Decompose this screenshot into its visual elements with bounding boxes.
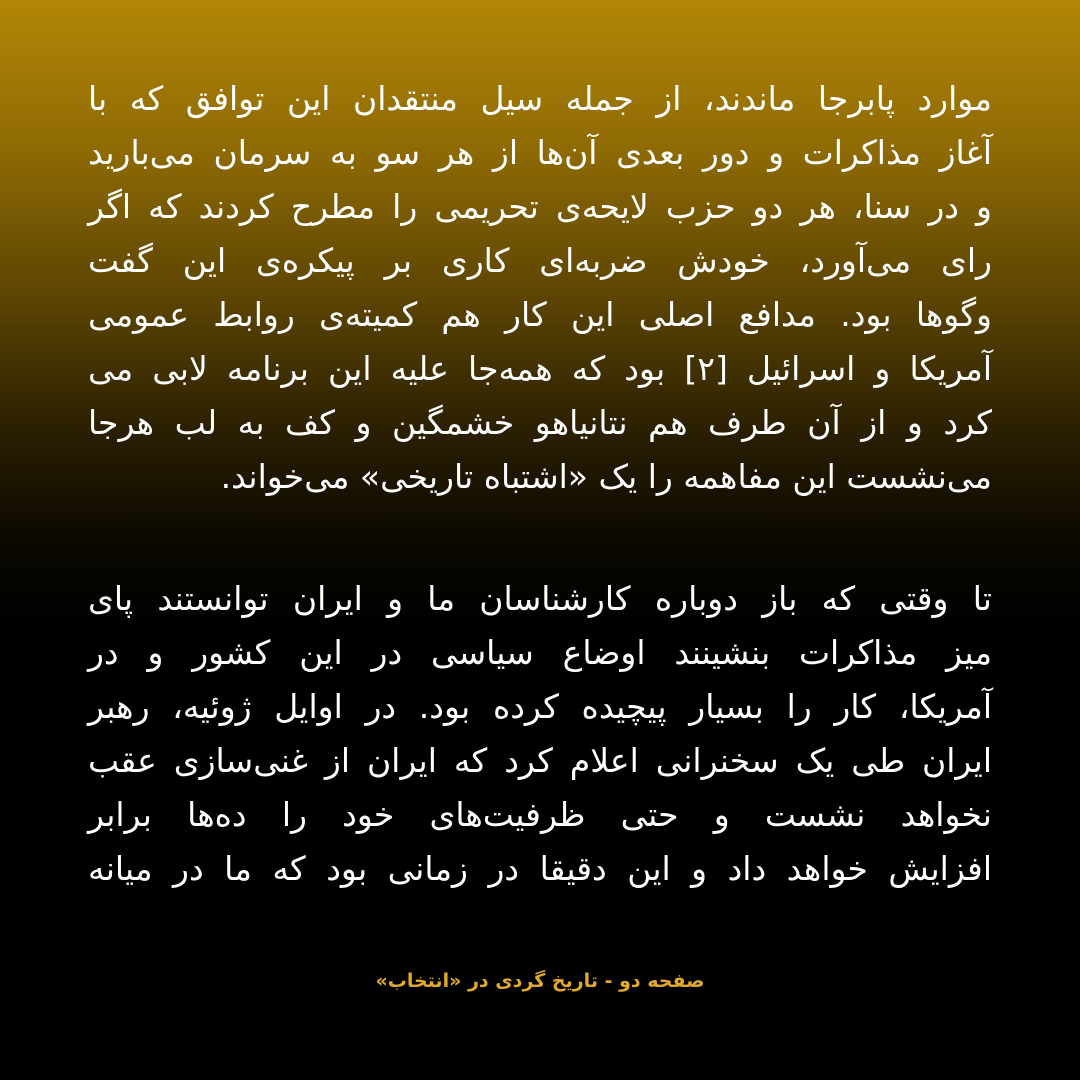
paragraph-line: موارد پابرجا ماندند، از جمله سیل منتقدان این توافق که با [88, 79, 992, 118]
paragraph-line: میز مذاکرات بنشینند اوضاع سیاسی در این کشور و در [88, 633, 992, 672]
paragraph-line: رای می‌آورد، خودش ضربه‌ای کاری بر پیکره‌ی این گفت [88, 241, 992, 280]
paragraph-line: آغاز مذاکرات و دور بعدی آن‌ها از هر سو به سرمان می‌بارید [88, 133, 992, 172]
footer-caption: صفحه دو - تاریخ گردی در «انتخاب» [375, 970, 705, 992]
paragraph-line: آمریکا و اسرائیل [۲] بود که همه‌جا علیه این برنامه لابی می [88, 349, 992, 388]
paragraph-line: ایران طی یک سخنرانی اعلام کرد که ایران از غنی‌سازی عقب [88, 741, 992, 780]
paragraph-line: افزایش خواهد داد و این دقیقا در زمانی بود که ما در میانه [88, 849, 992, 888]
paragraph-1 [88, 72, 992, 504]
paragraph-line: می‌نشست این مفاهمه را یک «اشتباه تاریخی» می‌خواند. [220, 457, 992, 496]
paragraph-line: وگوها بود. مدافع اصلی این کار هم کمیته‌ی روابط عمومی [88, 295, 992, 334]
paragraph-2 [88, 572, 992, 896]
paragraph-line: آمریکا، کار را بسیار پیچیده کرده بود. در اوایل ژوئیه، رهبر [88, 687, 992, 726]
paragraph-line: و در سنا، هر دو حزب لایحه‌ی تحریمی را مطرح کردند که اگر [88, 187, 992, 226]
paragraph-line: نخواهد نشست و حتی ظرفیت‌های خود را ده‌ها برابر [88, 795, 992, 834]
paragraph-line: کرد و از آن طرف هم نتانیاهو خشمگین و کف به لب هرجا [88, 403, 992, 442]
paragraph-line: تا وقتی که باز دوباره کارشناسان ما و ایران توانستند پای [88, 579, 992, 618]
